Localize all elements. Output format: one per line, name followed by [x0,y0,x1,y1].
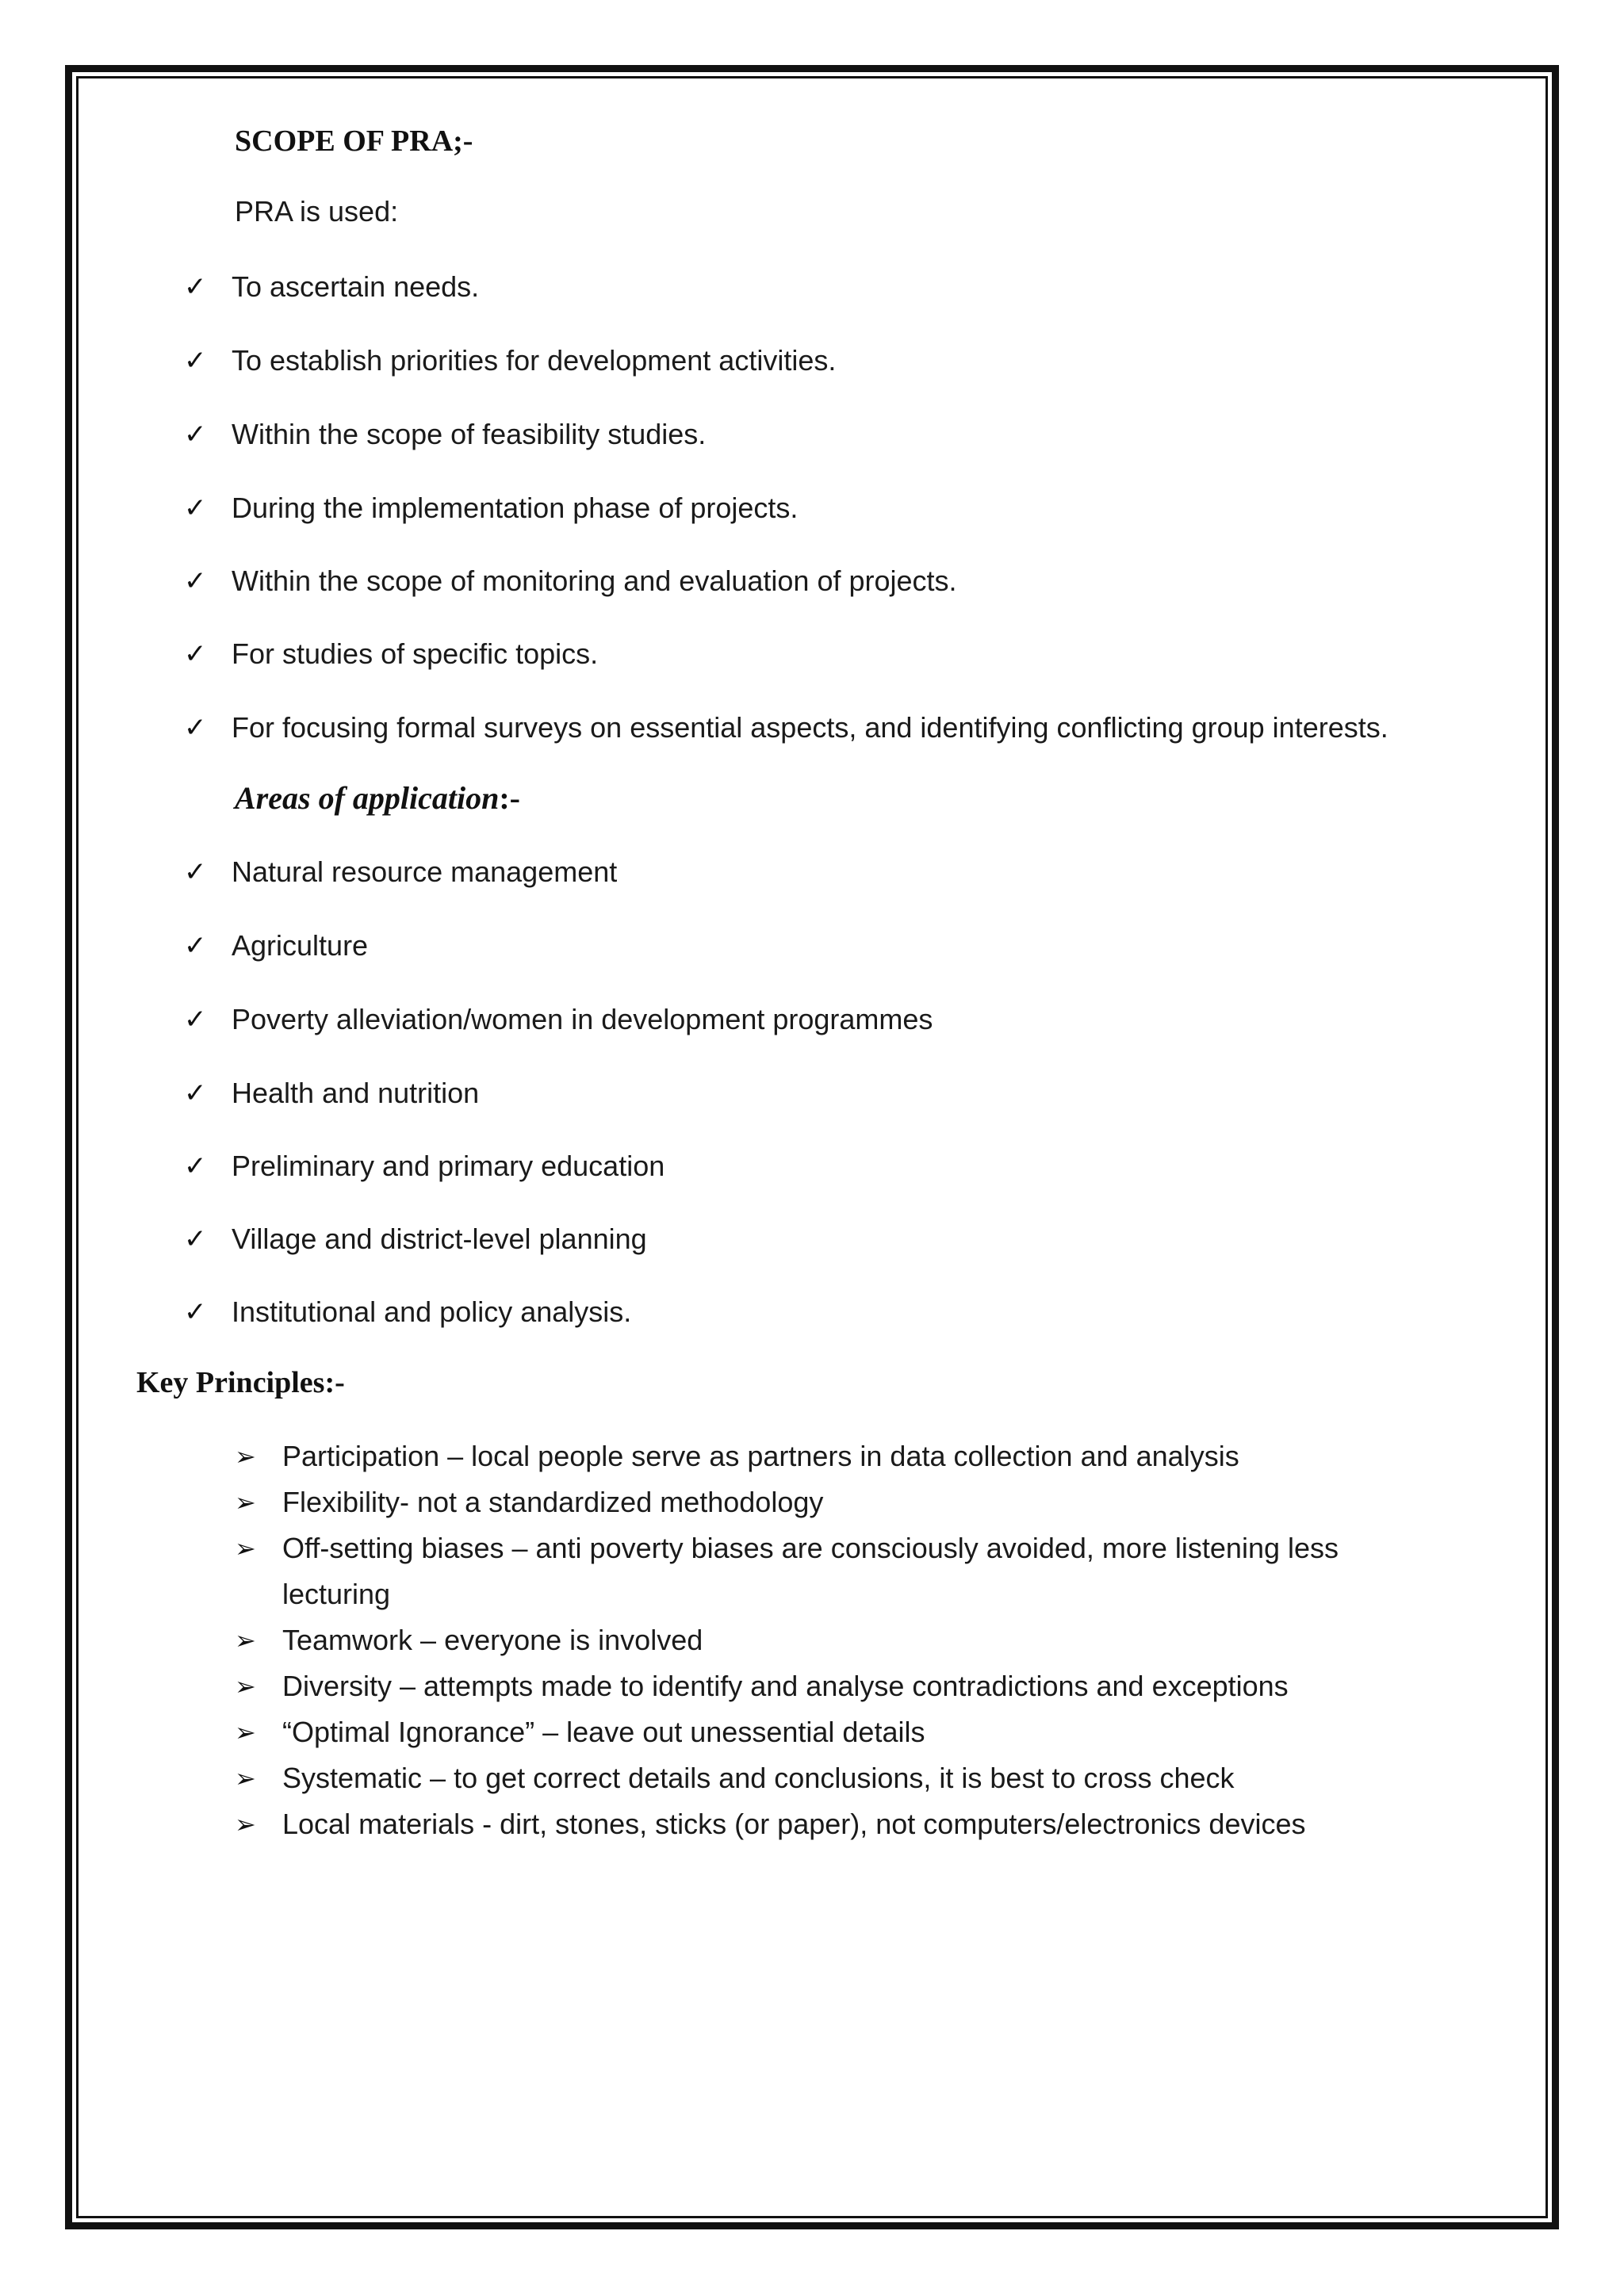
list-item-label: Off-setting biases – anti poverty biases are consciously avoided, more listening less lecturing [282,1532,1339,1610]
list-item-label: Teamwork – everyone is involved [282,1624,703,1656]
list-item [184,488,798,528]
check-mark-icon: ✓ [184,419,207,450]
list-item [235,1709,1440,1755]
list-item [235,1663,1440,1709]
list-item [184,415,706,454]
arrowhead-bullet-icon: ➢ [235,1763,256,1793]
check-mark-icon: ✓ [184,565,207,597]
arrowhead-bullet-icon: ➢ [235,1625,256,1655]
list-item-label: For focusing formal surveys on essential aspects, and identifying conflicting group interests. [232,711,1388,744]
scope-heading: SCOPE OF PRA;- [235,124,473,158]
list-item-label: “Optimal Ignorance” – leave out unessential details [282,1716,925,1748]
check-mark-icon: ✓ [184,492,207,524]
list-item [184,926,368,966]
list-item [235,1433,1440,1479]
list-item [235,1755,1440,1801]
list-item-label: Diversity – attempts made to identify and analyse contradictions and exceptions [282,1670,1289,1702]
arrowhead-bullet-icon: ➢ [235,1671,256,1701]
list-item [184,1073,479,1113]
list-item [184,1146,665,1186]
list-item-label: Preliminary and primary education [232,1150,665,1182]
list-item [235,1801,1440,1847]
list-item-label: For studies of specific topics. [232,637,599,670]
areas-heading-suffix: :- [499,780,520,816]
list-item-label: Within the scope of monitoring and evaluation of projects. [232,564,957,597]
list-item [235,1525,1424,1617]
principles-heading: Key Principles:- [136,1366,345,1399]
areas-heading [235,779,520,817]
arrowhead-bullet-icon: ➢ [235,1441,256,1471]
areas-heading-text: Areas of application [235,780,500,816]
check-mark-icon: ✓ [184,1223,207,1255]
check-mark-icon: ✓ [184,1077,207,1109]
list-item [184,1219,647,1259]
list-item [184,708,1388,748]
arrowhead-bullet-icon: ➢ [235,1809,256,1839]
list-item [184,561,957,601]
list-item [184,1292,631,1332]
list-item [184,852,617,892]
list-item-label: To ascertain needs. [232,270,480,303]
list-item-label: Agriculture [232,929,369,962]
list-item-label: Health and nutrition [232,1077,480,1109]
list-item [184,634,598,674]
list-item-label: During the implementation phase of projects. [232,492,799,524]
list-item [184,1000,933,1039]
list-item-label: Within the scope of feasibility studies. [232,418,707,450]
list-item-label: Systematic – to get correct details and conclusions, it is best to cross check [282,1762,1235,1794]
list-item [184,267,479,307]
list-item-label: Natural resource management [232,855,618,888]
check-mark-icon: ✓ [184,638,207,670]
check-mark-icon: ✓ [184,1150,207,1182]
check-mark-icon: ✓ [184,856,207,888]
check-mark-icon: ✓ [184,1296,207,1328]
check-mark-icon: ✓ [184,930,207,962]
list-item [235,1617,1440,1663]
list-item [235,1479,1440,1525]
list-item-label: Village and district-level planning [232,1223,647,1255]
arrowhead-bullet-icon: ➢ [235,1717,256,1747]
list-item-label: Participation – local people serve as partners in data collection and analysis [282,1440,1239,1472]
list-item-label: Institutional and policy analysis. [232,1295,632,1328]
check-mark-icon: ✓ [184,345,207,377]
list-item [184,341,836,381]
list-item-label: Local materials - dirt, stones, sticks (or paper), not computers/electronics devices [282,1808,1306,1840]
list-item-label: To establish priorities for development activities. [232,344,837,377]
scope-intro: PRA is used: [235,195,399,228]
check-mark-icon: ✓ [184,712,207,744]
arrowhead-bullet-icon: ➢ [235,1487,256,1517]
list-item-label: Flexibility- not a standardized methodology [282,1486,824,1518]
list-item-label: Poverty alleviation/women in development programmes [232,1003,933,1035]
check-mark-icon: ✓ [184,1004,207,1035]
arrowhead-bullet-icon: ➢ [235,1533,256,1563]
check-mark-icon: ✓ [184,271,207,303]
